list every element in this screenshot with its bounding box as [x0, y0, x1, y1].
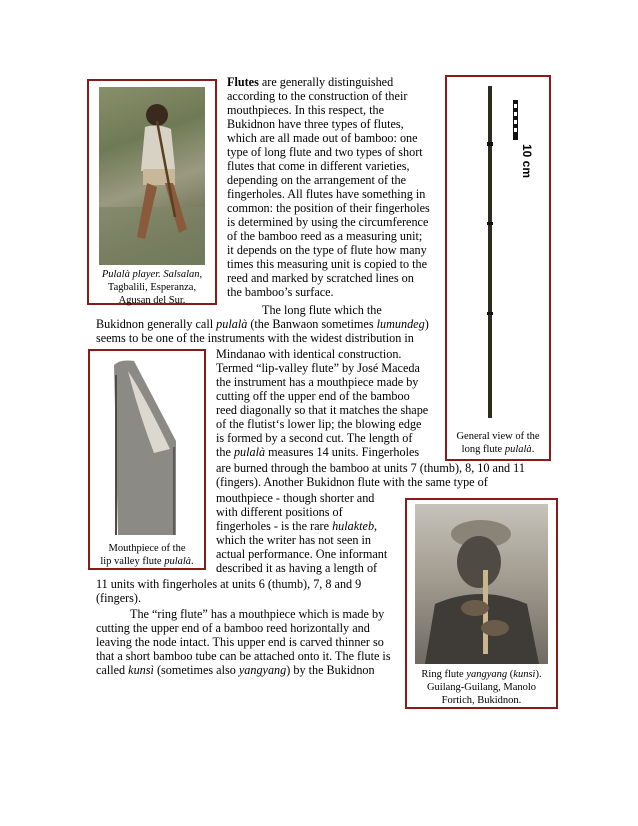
body-line: the instrument has a mouthpiece made by: [216, 375, 419, 389]
body-line: according to the construction of their: [227, 89, 408, 103]
body-line: which the writer has not seen in: [216, 533, 372, 547]
figure-mouthpiece: [88, 349, 206, 570]
body-line: The “ring flute” has a mouthpiece which is made by: [130, 607, 385, 621]
body-line-kunsi: called kunsì (sometimes also yangyang) by the Bukidnon: [96, 663, 375, 677]
body-line: reed diagonally so that it matches the shape: [216, 403, 429, 417]
mouthpiece-caption-line: lip valley flute pulalà.: [100, 556, 194, 567]
mouthpiece-caption: [90, 542, 204, 568]
body-line: described it as having a length of: [216, 561, 378, 575]
ring-flute-caption: [407, 668, 556, 707]
body-line: actual performance. One informant: [216, 547, 388, 561]
body-line: (fingers).: [96, 591, 142, 605]
figure-long-flute: [445, 75, 551, 461]
body-line: are burned through the bamboo at units 7 (thumb), 8, 10 and 11: [216, 461, 525, 475]
body-line: Mindanao with identical construction.: [216, 347, 402, 361]
body-line: cutting the upper end of a bamboo reed horizontally and: [96, 621, 370, 635]
long-flute-photo: [453, 82, 543, 422]
long-flute-caption: [447, 430, 549, 456]
long-flute-caption-line: General view of the: [456, 431, 540, 442]
body-line: mouthpiece - though shorter and: [216, 491, 375, 505]
figure-ring-flute: [405, 498, 558, 709]
body-line: fingerholes. All flutes have something in: [227, 187, 426, 201]
body-line: of the flutist‘s lower lip; the blowing edge: [216, 417, 422, 431]
body-line: type of long flute and two types of short: [227, 145, 423, 159]
scale-label: 10 cm: [520, 144, 534, 179]
body-line: is formed by a second cut. The length of: [216, 431, 413, 445]
mouthpiece-photo: [104, 355, 192, 537]
body-line-length: the pulalà measures 14 units. Fingerholes: [216, 445, 420, 459]
body-line: with different positions of: [216, 505, 343, 519]
player-caption: [89, 268, 215, 307]
long-flute-caption-line: long flute pulalà.: [461, 444, 535, 455]
ring-flute-caption-line: Fortich, Bukidnon.: [441, 695, 522, 706]
body-line: the bamboo’s surface.: [227, 285, 334, 299]
player-caption-line: Agusan del Sur.: [118, 295, 186, 306]
player-caption-line: Pulalà player. Salsalan,: [101, 269, 203, 280]
body-line: Termed “lip-valley flute” by José Maceda: [216, 361, 420, 375]
player-caption-line: Tagbalili, Esperanza,: [107, 282, 197, 293]
body-line-hulakteb: fingerholes - is the rare hulakteb,: [216, 519, 378, 533]
body-line: Bukidnon have three types of flutes,: [227, 117, 404, 131]
body-line: depending on the arrangement of the: [227, 173, 407, 187]
body-line: seems to be one of the instruments with the widest distribution in: [96, 331, 414, 345]
ring-flute-caption-line: Ring flute yangyang (kunsì).: [421, 669, 542, 680]
body-line: leaving the node intact. This upper end is carved thinner so: [96, 635, 384, 649]
mouthpiece-icon: [104, 355, 192, 537]
ring-flute-photo: [415, 504, 548, 664]
body-line: (fingers). Another Bukidnon flute with the same type of: [216, 475, 488, 489]
ring-flute-caption-line: Guilang-Guilang, Manolo: [426, 682, 537, 693]
ring-flute-player-icon: [415, 504, 548, 664]
body-line-pulala: Bukidnon generally call pulalà (the Banwaon sometimes lumundeg): [96, 317, 429, 331]
body-line: 11 units with fingerholes at units 6 (thumb), 7, 8 and 9: [96, 577, 362, 591]
body-line: cutting off the upper end of the bamboo: [216, 389, 410, 403]
player-photo: [99, 87, 205, 265]
body-line: flutes that come in different varieties,: [227, 159, 410, 173]
body-line: is determined by using the circumference: [227, 215, 429, 229]
body-line: that a short bamboo tube can be attached onto it. The flute is: [96, 649, 391, 663]
body-line: mouthpieces. In this respect, the: [227, 103, 385, 117]
player-figure-icon: [99, 87, 205, 265]
body-line: The long flute which the: [262, 303, 382, 317]
long-flute-icon: [453, 82, 543, 422]
figure-pulala-player: [87, 79, 217, 305]
body-line: times this measuring unit is copied to the: [227, 257, 428, 271]
body-line: reed and marked by scratched lines on: [227, 271, 414, 285]
mouthpiece-caption-line: Mouthpiece of the: [108, 543, 186, 554]
body-line: it depends on the type of flute how many: [227, 243, 427, 257]
body-line: which are all made out of bamboo: one: [227, 131, 418, 145]
body-line-flutes: Flutes are generally distinguished: [227, 75, 394, 89]
body-line: of the bamboo reed as a measuring unit;: [227, 229, 423, 243]
body-line: common: the position of their fingerholes: [227, 201, 430, 215]
